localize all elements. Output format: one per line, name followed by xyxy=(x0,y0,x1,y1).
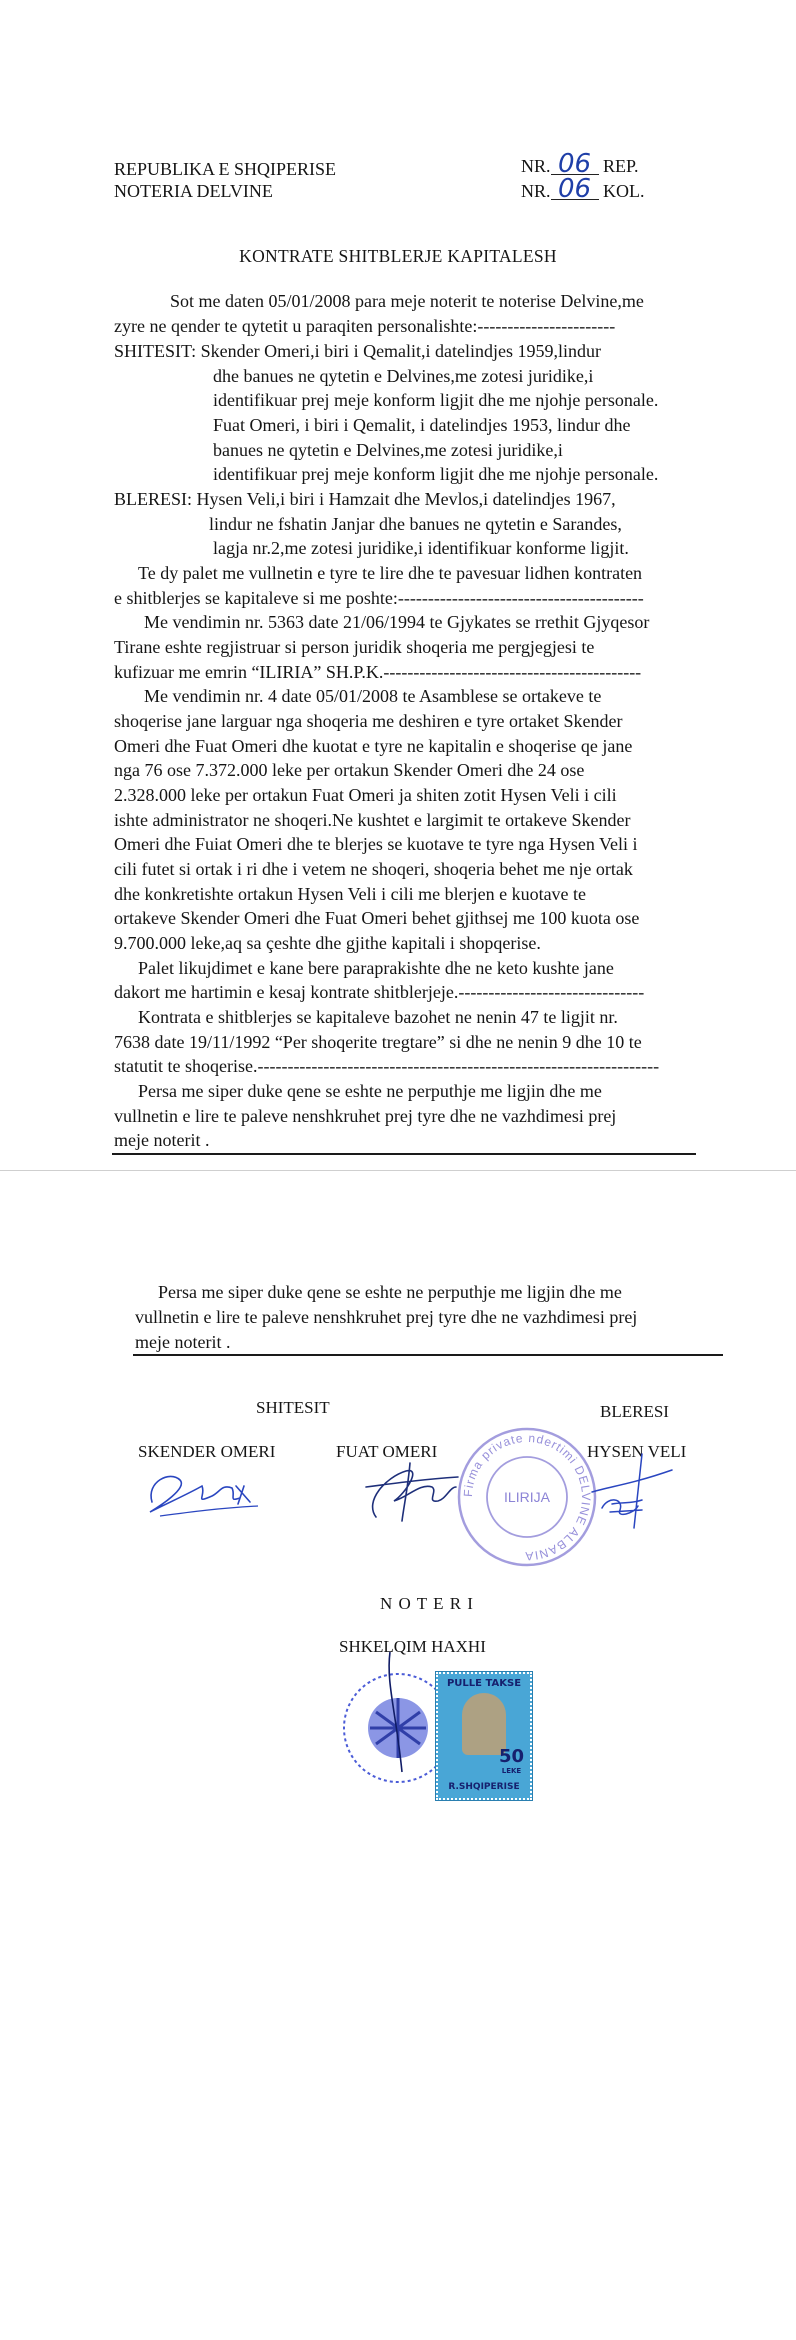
buyer-heading: BLERESI xyxy=(600,1402,669,1421)
body-line: kufizuar me emrin “ILIRIA” SH.P.K.------------------------------------------- xyxy=(114,662,642,682)
stamp-ring-text: Firma private ndertimi DELVINE ALBANIA xyxy=(460,1430,594,1564)
body-line: e shitblerjes se kapitaleve si me poshte:----------------------------------------- xyxy=(114,588,644,608)
body-line: ortakeve Skender Omeri dhe Fuat Omeri behet gjithsej me 100 kuota ose xyxy=(114,908,640,928)
closing-line: meje noterit . xyxy=(135,1332,231,1352)
body-line: lindur ne fshatin Janjar dhe banues ne qytetin e Sarandes, xyxy=(209,514,622,534)
kol-number-value: 06 xyxy=(551,179,599,200)
rep-number-value: 06 xyxy=(551,154,599,175)
notary-heading: N O T E R I xyxy=(380,1594,474,1613)
closing-line: Persa me siper duke qene se eshte ne perputhje me ligjin dhe me xyxy=(158,1282,622,1302)
body-line: Omeri dhe Fuiat Omeri dhe te blerjes se kuotave te tyre nga Hysen Veli i xyxy=(114,834,638,854)
body-line: meje noterit . xyxy=(114,1130,210,1150)
page2-top-rule xyxy=(133,1354,723,1356)
body-line: Omeri dhe Fuat Omeri dhe kuotat e tyre ne kapitalin e shoqerise qe jane xyxy=(114,736,633,756)
body-line: 2.328.000 leke per ortakun Fuat Omeri ja shiten zotit Hysen Veli i cili xyxy=(114,785,617,805)
body-line: dhe konkretishte ortakun Hysen Veli i cili me blerjen e kuotave te xyxy=(114,884,587,904)
notary-office-line: NOTERIA DELVINE xyxy=(114,181,273,201)
body-line: ishte administrator ne shoqeri.Ne kushtet e largimit te ortakeve Skender xyxy=(114,810,631,830)
body-line: Te dy palet me vullnetin e tyre te lire dhe te pavesuar lidhen kontraten xyxy=(138,563,643,583)
body-line: zyre ne qender te qytetit u paraqiten personalishte:----------------------- xyxy=(114,316,616,336)
body-line: 9.700.000 leke,aq sa çeshte dhe gjithe kapitali i shopqerise. xyxy=(114,933,541,953)
contract-title: KONTRATE SHITBLERJE KAPITALESH xyxy=(239,246,557,266)
body-line: banues ne qytetin e Delvines,me zotesi juridike,i xyxy=(213,440,563,460)
page-2 xyxy=(0,1172,796,2340)
body-line: Persa me siper duke qene se eshte ne perputhje me ligjin dhe me xyxy=(138,1081,602,1101)
header-left xyxy=(114,158,336,202)
body-line: 7638 date 19/11/1992 “Per shoqerite tregtare” si dhe ne nenin 9 dhe 10 te xyxy=(114,1032,642,1052)
notary-name: SHKELQIM HAXHI xyxy=(339,1637,486,1656)
closing-line: vullnetin e lire te paleve nenshkruhet prej tyre dhe ne vazhdimesi prej xyxy=(135,1307,638,1327)
body-line: Kontrata e shitblerjes se kapitaleve bazohet ne nenin 47 te ligjit nr. xyxy=(138,1007,618,1027)
body-line: BLERESI: Hysen Veli,i biri i Hamzait dhe Mevlos,i datelindjes 1967, xyxy=(114,489,616,509)
body-line: SHITESIT: Skender Omeri,i biri i Qemalit,i datelindjes 1959,lindur xyxy=(114,341,602,361)
seller-1-name: SKENDER OMERI xyxy=(138,1442,276,1461)
sellers-heading: SHITESIT xyxy=(256,1398,330,1417)
body-line: Palet likujdimet e kane bere paraprakishte dhe ne keto kushte jane xyxy=(138,958,614,978)
republic-line: REPUBLIKA E SHQIPERISE xyxy=(114,159,337,179)
body-line: nga 76 ose 7.372.000 leke per ortakun Skender Omeri dhe 24 ose xyxy=(114,760,585,780)
page-separator xyxy=(0,1170,796,1171)
page-1 xyxy=(0,0,796,1168)
body-line: statutit te shoqerise.------------------------------------------------------------------- xyxy=(114,1056,660,1076)
body-line: vullnetin e lire te paleve nenshkruhet prej tyre dhe ne vazhdimesi prej xyxy=(114,1106,617,1126)
body-line: dakort me hartimin e kesaj kontrate shitblerjeje.------------------------------- xyxy=(114,982,645,1002)
body-line: dhe banues ne qytetin e Delvines,me zotesi juridike,i xyxy=(213,366,594,386)
body-line: Tirane eshte regjistruar si person juridik shoqeria me pergjegjesi te xyxy=(114,637,595,657)
tax-stamp-value: 50 LEKE xyxy=(498,1746,524,1775)
body-line: Me vendimin nr. 5363 date 21/06/1994 te Gjykates se rrethit Gjyqesor xyxy=(144,612,650,632)
body-line: identifikuar prej meje konform ligjit dhe me njohje personale. xyxy=(213,464,659,484)
kol-number: NR. 06 KOL. xyxy=(521,174,645,204)
rep-number: NR. 06 REP. xyxy=(521,149,639,179)
tax-stamp xyxy=(436,1672,532,1800)
body-line: shoqerise jane larguar nga shoqeria me deshiren e tyre ortaket Skender xyxy=(114,711,623,731)
stamp-center-text: ILIRIJA xyxy=(504,1489,550,1505)
buyer-name: HYSEN VELI xyxy=(587,1442,687,1461)
body-line: Fuat Omeri, i biri i Qemalit, i datelindjes 1953, lindur dhe xyxy=(213,415,631,435)
body-line: Sot me daten 05/01/2008 para meje noterit te noterise Delvine,me xyxy=(170,291,644,311)
body-line: Me vendimin nr. 4 date 05/01/2008 te Asamblese se ortakeve te xyxy=(144,686,602,706)
body-line: cili futet si ortak i ri dhe i vetem ne shoqeri, shoqeria behet me nje ortak xyxy=(114,859,633,879)
seller-2-name: FUAT OMERI xyxy=(336,1442,438,1461)
tax-stamp-bottom: R.SHQIPERISE xyxy=(448,1782,520,1792)
tax-stamp-top: PULLE TAKSE xyxy=(446,1678,522,1689)
body-line: identifikuar prej meje konform ligjit dhe me njohje personale. xyxy=(213,390,659,410)
buyer-signature xyxy=(572,1452,682,1532)
seller-1-signature xyxy=(140,1462,270,1522)
header-right xyxy=(521,149,645,204)
body-line: lagja nr.2,me zotesi juridike,i identifikuar konforme ligjit. xyxy=(213,538,629,558)
page1-end-rule xyxy=(112,1153,696,1155)
seller-2-signature xyxy=(346,1457,466,1527)
